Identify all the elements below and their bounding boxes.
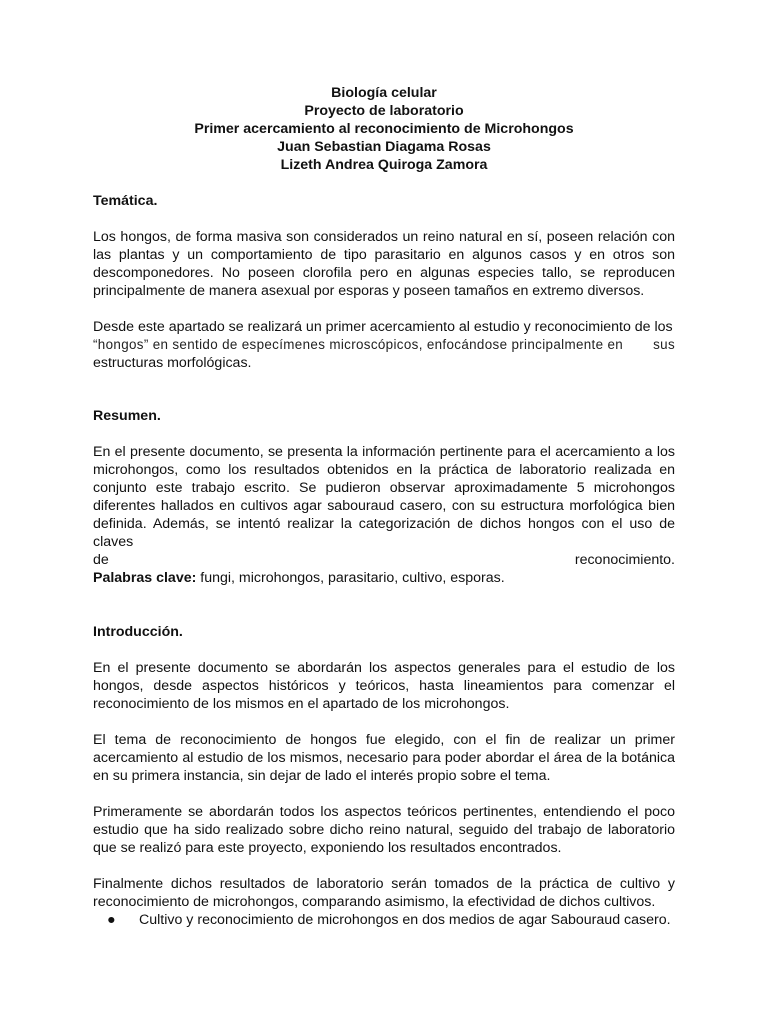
tematica-p2-line-2-left: “hongos” en sentido de especímenes microscópicos, enfocándose principalmente en <box>93 337 624 352</box>
document-page <box>93 84 675 929</box>
resumen-paragraph: En el presente documento, se presenta la información pertinente para el acercamiento a los microhongos, como los resultados obtenidos en la práctica de laboratorio realizada en conjunto este trabajo escrito. Se pudieron observar aproximadamente 5 microhongos diferentes hallados en cultivos agar sabouraud casero, con su estructura morfológica bien definida. Además, se intentó realizar la categorización de dichos hongos con el uso de claves <box>93 444 675 550</box>
tematica-paragraph-2 <box>93 318 675 372</box>
keywords-text: fungi, microhongos, parasitario, cultivo, esporas. <box>196 570 505 586</box>
list-item-text: Cultivo y reconocimiento de microhongos en dos medios de agar Sabouraud casero. <box>139 912 671 928</box>
introduccion-heading: Introducción. <box>93 624 183 640</box>
author-1: Juan Sebastian Diagama Rosas <box>277 139 491 155</box>
resumen-last-line <box>93 551 675 569</box>
resumen-last-line-right: reconocimiento. <box>574 552 675 568</box>
introduccion-paragraph-4: Finalmente dichos resultados de laboratorio serán tomados de la práctica de cultivo y reconocimiento de microhongos, comparando asimismo, la efectividad de dichos cultivos. <box>93 876 675 910</box>
keywords-label: Palabras clave: <box>93 570 197 586</box>
tematica-paragraph-1: Los hongos, de forma masiva son considerados un reino natural en sí, poseen relación con las plantas y un comportamiento de tipo parasitario en algunos casos y en otros son descomponedores. No poseen clorofila pero en algunas especies tallo, se reproducen principalmente de manera asexual por esporas y poseen tamaños en extremo diversos. <box>93 229 675 299</box>
introduccion-paragraph-1: En el presente documento se abordarán los aspectos generales para el estudio de los hongos, desde aspectos históricos y teóricos, hasta lineamientos para comenzar el reconocimiento de los mismos en el apartado de los microhongos. <box>93 660 675 712</box>
list-item <box>93 911 675 929</box>
resumen-heading: Resumen. <box>93 408 161 424</box>
tematica-p2-line-2 <box>93 336 675 354</box>
tematica-p2-line-3: estructuras morfológicas. <box>93 355 252 371</box>
tematica-heading: Temática. <box>93 193 158 209</box>
keywords-line <box>93 569 675 587</box>
course-title: Biología celular <box>331 85 437 101</box>
introduccion-paragraph-2: El tema de reconocimiento de hongos fue elegido, con el fin de realizar un primer acercamiento al estudio de los mismos, necesario para poder abordar el área de la botánica en su primera instancia, sin dejar de lado el interés propio sobre el tema. <box>93 732 675 784</box>
bullet-icon: ● <box>107 912 116 928</box>
tematica-p2-line-1-text: Desde este apartado se realizará un primer acercamiento al estudio y reconocimiento de los <box>93 319 673 335</box>
project-title: Primer acercamiento al reconocimiento de Microhongos <box>194 121 574 137</box>
title-block <box>93 84 675 174</box>
resumen-last-line-left: de <box>93 552 109 568</box>
tematica-p2-line-1 <box>93 318 675 336</box>
project-type: Proyecto de laboratorio <box>304 103 464 119</box>
author-2: Lizeth Andrea Quiroga Zamora <box>280 157 488 173</box>
introduccion-paragraph-3: Primeramente se abordarán todos los aspectos teóricos pertinentes, entendiendo el poco estudio que ha sido realizado sobre dicho reino natural, seguido del trabajo de laboratorio que se realizó para este proyecto, exponiendo los resultados encontrados. <box>93 804 675 856</box>
tematica-p2-line-2-right: sus <box>653 337 675 352</box>
